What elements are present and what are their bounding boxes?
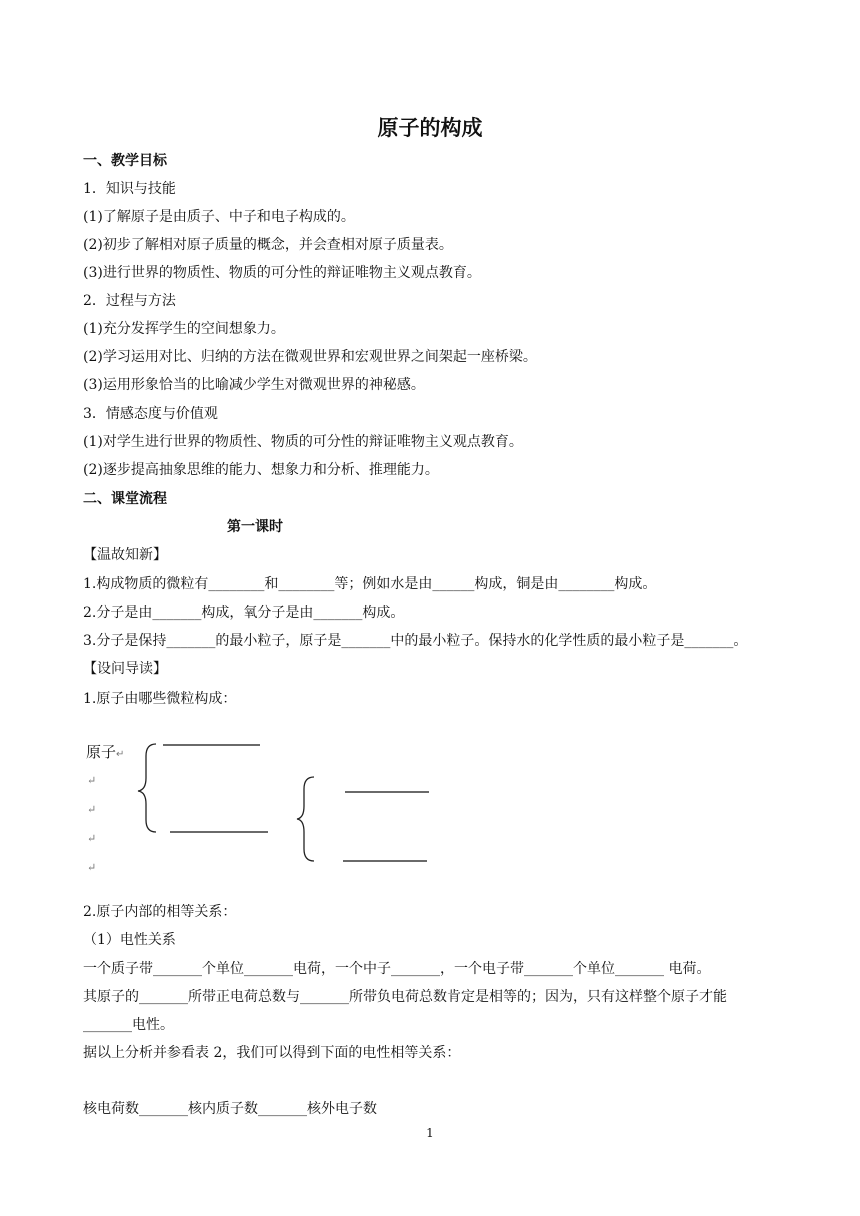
text-line: 一、教学目标 [83,153,167,169]
text-line: 核电荷数_______核内质子数_______核外电子数 [83,1101,377,1117]
text-line: (2)逐步提高抽象思维的能力、想象力和分析、推理能力。 [83,462,439,478]
text-line: (3)进行世界的物质性、物质的可分性的辩证唯物主义观点教育。 [83,265,481,281]
text-line: 一个质子带_______个单位_______电荷，一个中子_______，一个电子带_______个单位_______ 电荷。 [83,961,711,977]
text-line: (1)充分发挥学生的空间想象力。 [83,321,285,337]
text-line: _______电性。 [83,1017,174,1033]
text-line: 2．过程与方法 [83,293,176,309]
text-line: 1.原子由哪些微粒构成： [83,691,237,707]
text-line: 【温故知新】 [83,547,167,563]
text-line: 3.分子是保持_______的最小粒子，原子是_______中的最小粒子。保持水的化学性质的最小粒子是_______。 [83,633,748,649]
text-line: （1）电性关系 [83,932,176,948]
page-title: 原子的构成 [377,116,483,140]
text-line: (3)运用形象恰当的比喻减少学生对微观世界的神秘感。 [83,377,425,393]
return-mark: ↵ [87,774,97,787]
text-line: 2.原子内部的相等关系： [83,904,237,920]
text-line: (1)了解原子是由质子、中子和电子构成的。 [83,209,355,225]
text-line: 2.分子是由_______构成，氧分子是由_______构成。 [83,605,405,621]
text-line: 二、课堂流程 [83,491,167,507]
text-line: (2)学习运用对比、归纳的方法在微观世界和宏观世界之间架起一座桥梁。 [83,349,537,365]
return-mark: ↵ [87,832,97,845]
brace-small [297,777,314,861]
text-line: 1.构成物质的微粒有________和________等；例如水是由______构成，铜是由________构成。 [83,576,657,592]
text-line: 据以上分析并参看表 2，我们可以得到下面的电性相等关系： [83,1045,461,1061]
diagram-label-atom: 原子↵ [86,743,125,761]
text-line: 1．知识与技能 [83,181,176,197]
brace-large [138,744,156,832]
text-line: 其原子的_______所带正电荷总数与_______所带负电荷总数肯定是相等的；因为，只有这样整个原子才能 [83,989,727,1005]
return-mark: ↵ [87,803,97,816]
text-line: 【设问导读】 [83,661,167,677]
text-line: 3．情感态度与价值观 [83,406,218,422]
text-line: 第一课时 [227,519,283,535]
text-line: (1)对学生进行世界的物质性、物质的可分性的辩证唯物主义观点教育。 [83,434,523,450]
return-mark: ↵ [87,861,97,874]
page-number: 1 [426,1126,434,1140]
text-line: (2)初步了解相对原子质量的概念，并会查相对原子质量表。 [83,237,453,253]
